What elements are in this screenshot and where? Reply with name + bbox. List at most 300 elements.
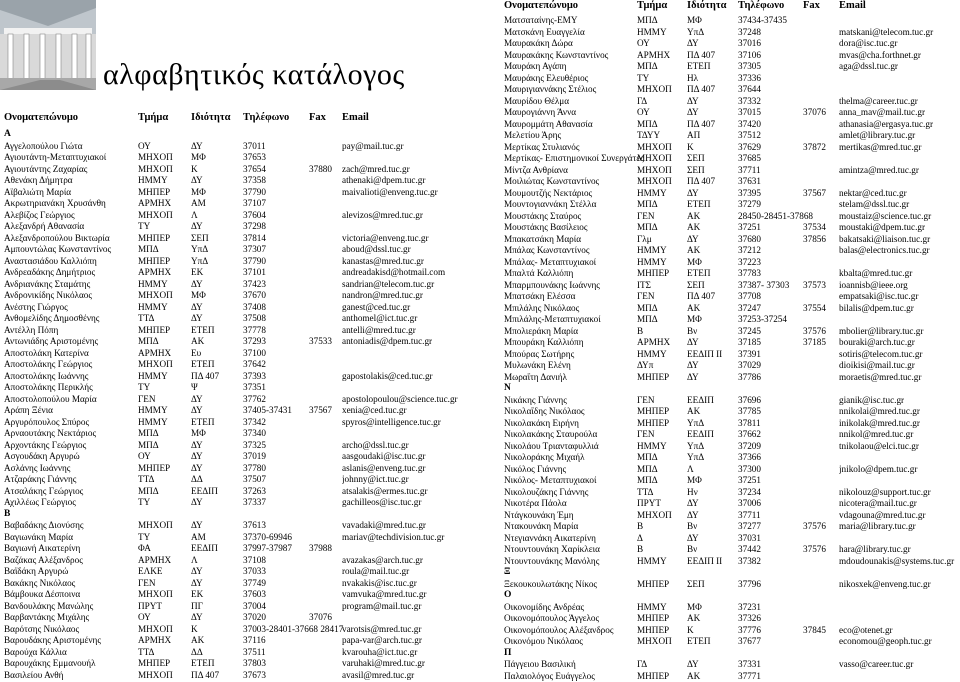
email-link[interactable]: anthomel@ict.tuc.gr [342, 313, 485, 325]
fax: 37576 [803, 544, 838, 556]
email-link[interactable]: victoria@enveng.tuc.gr [342, 233, 485, 245]
email-link[interactable]: nicotera@mail.tuc.gr [839, 498, 960, 510]
phone: 37251 [738, 222, 803, 234]
email-link[interactable]: dora@isc.tuc.gr [839, 38, 960, 50]
email-link[interactable]: andreadakisd@hotmail.com [342, 267, 485, 279]
email-link[interactable]: moraetis@mred.tuc.gr [839, 372, 960, 384]
department: Δ [637, 533, 687, 545]
department: ΓΕΝ [637, 291, 687, 303]
email-link[interactable]: apostolopoulou@science.tuc.gr [342, 394, 485, 406]
role: ΔΥ [191, 141, 243, 153]
fax: 37534 [803, 222, 838, 234]
department: ΓΕΝ [637, 211, 687, 223]
email-link[interactable]: atsalakis@ermes.tuc.gr [342, 486, 485, 498]
department: ΜΗΧΟΠ [138, 359, 191, 371]
person-name: Ανδρεαδάκης Δημήτριος [4, 267, 136, 279]
directory-row [500, 176, 960, 188]
email-link[interactable]: sotiris@telecom.tuc.gr [839, 349, 960, 361]
directory-row [0, 635, 485, 647]
department: ΜΠΔ [637, 222, 687, 234]
person-name: Μουστάκης Βασίλειος [504, 222, 636, 234]
phone: 37778 [243, 325, 309, 337]
person-name: Βαρότσης Νικόλαος [4, 624, 136, 636]
directory-row [500, 475, 960, 487]
department: ΓΕΝ [637, 395, 687, 407]
email-link[interactable]: gapostolakis@ced.tuc.gr [342, 371, 485, 383]
email-link[interactable]: mvas@cha.forthnet.gr [839, 50, 960, 62]
directory-row [500, 613, 960, 625]
phone: 37677 [738, 636, 803, 648]
email-link[interactable]: moustaiz@science.tuc.gr [839, 211, 960, 223]
role: Ηλ [687, 73, 738, 85]
phone: 37370-69946 [243, 532, 309, 544]
department: Β [637, 544, 687, 556]
email-link[interactable]: nnikol@mred.tuc.gr [839, 429, 960, 441]
phone: 37004 [243, 601, 309, 613]
directory-row [0, 440, 485, 452]
department: ΜΗΠΕΡ [637, 268, 687, 280]
phone: 37434-37435 [738, 15, 803, 27]
email-link[interactable]: mertikas@mred.tuc.gr [839, 142, 960, 154]
email-link[interactable]: vasso@career.tuc.gr [839, 659, 960, 671]
department: ΜΗΠΕΡ [138, 463, 191, 475]
role: ΜΦ [687, 314, 738, 326]
email-link[interactable]: nandron@mred.tuc.gr [342, 290, 485, 302]
person-name: Βαρβαντάκης Μιχάλης [4, 612, 136, 624]
directory-row [500, 659, 960, 671]
directory-row [0, 313, 485, 325]
directory-row [500, 406, 960, 418]
phone: 37015 [738, 107, 803, 119]
person-name: Αμπουντώλας Κωνσταντίνος [4, 244, 136, 256]
person-name: Βαζάκας Αλέξανδρος [4, 555, 136, 567]
directory-row [500, 61, 960, 73]
directory-row [500, 464, 960, 476]
role: Κ [687, 142, 738, 154]
section-letter: B [0, 509, 485, 521]
person-name: Μπιλάλης-Μεταπτυχιακοί [504, 314, 636, 326]
department: ΗΜΜΥ [637, 257, 687, 269]
role: ΔΥ [687, 337, 738, 349]
phone: 37336 [738, 73, 803, 85]
role: ΠΔ 407 [687, 50, 738, 62]
role: ΔΥ [191, 612, 243, 624]
person-name: Βακάκης Νικόλαος [4, 578, 136, 590]
email-link[interactable]: avasil@mred.tuc.gr [342, 670, 485, 682]
fax: 37576 [803, 326, 838, 338]
role: ΕΤΕΠ [687, 268, 738, 280]
directory-row [500, 50, 960, 62]
email-link[interactable]: ganest@ced.tuc.gr [342, 302, 485, 314]
email-link[interactable]: eco@otenet.gr [839, 625, 960, 637]
email-link[interactable]: aboud@dssl.tuc.gr [342, 244, 485, 256]
person-name: Νικολάου Τριανταφυλλιά [504, 441, 636, 453]
person-name: Νικολακάκης Σταυρούλα [504, 429, 636, 441]
department: ΜΗΠΕΡ [637, 406, 687, 418]
email-link[interactable]: nnikolai@mred.tuc.gr [839, 406, 960, 418]
phone: 37803 [243, 658, 309, 670]
department: ΤΥ [138, 497, 191, 509]
phone: 37020 [243, 612, 309, 624]
person-name: Αποστολάκης Περικλής [4, 382, 136, 394]
role: ΑΚ [687, 222, 738, 234]
phone: 37366 [738, 452, 803, 464]
directory-row [500, 303, 960, 315]
directory-row [500, 96, 960, 108]
email-link[interactable]: program@mail.tuc.gr [342, 601, 485, 613]
phone: 37603 [243, 589, 309, 601]
email-link[interactable]: inikolak@mred.tuc.gr [839, 418, 960, 430]
department: ΟΥ [138, 612, 191, 624]
email-link[interactable]: ioannisb@ieee.org [839, 280, 960, 292]
directory-row [0, 405, 485, 417]
email-link[interactable]: nikosxek@enveng.tuc.gr [839, 579, 960, 591]
person-name: Μελετίου Άρης [504, 130, 636, 142]
department: ΟΥ [138, 451, 191, 463]
role: ΕΕΔΙΠ [191, 543, 243, 555]
email-link[interactable]: archo@dssl.tuc.gr [342, 440, 485, 452]
role: ΕΕΔΙΠ ΙΙ [687, 556, 738, 568]
email-link[interactable]: amlet@library.tuc.gr [839, 130, 960, 142]
department: ΜΗΠΕΡ [637, 372, 687, 384]
department: ΜΗΧΟΠ [138, 290, 191, 302]
email-link[interactable]: maivalioti@enveng.tuc.gr [342, 187, 485, 199]
department: ΗΜΜΥ [138, 279, 191, 291]
person-name: Βαγιωνάκη Μαρία [4, 532, 136, 544]
person-name: Ματσαταίνης-ΕΜΥ [504, 15, 636, 27]
directory-row [500, 452, 960, 464]
email-link[interactable]: anna_mav@mail.tuc.gr [839, 107, 960, 119]
department: ΓΕΝ [138, 578, 191, 590]
phone: 37029 [738, 360, 803, 372]
fax: 37076 [309, 612, 341, 624]
directory-row [0, 532, 485, 544]
email-link[interactable]: spyros@intelligence.tuc.gr [342, 417, 485, 429]
role: ΜΦ [191, 290, 243, 302]
email-link[interactable]: gianik@isc.tuc.gr [839, 395, 960, 407]
person-name: Αντωνιάδης Αριστομένης [4, 336, 136, 348]
role: ΥπΔ [191, 256, 243, 268]
department: ΜΗΠΕΡ [138, 187, 191, 199]
phone: 37670 [243, 290, 309, 302]
phone: 37786 [738, 372, 803, 384]
department: ΟΥ [637, 107, 687, 119]
email-link[interactable]: papa-var@arch.tuc.gr [342, 635, 485, 647]
phone: 37395 [738, 188, 803, 200]
person-name: Μαυράκη Αγάπη [504, 61, 636, 73]
person-name: Αϊβαλιώτη Μαρία [4, 187, 136, 199]
role: ΔΥ [191, 175, 243, 187]
email-link[interactable]: mdoudounakis@systems.tuc.gr [839, 556, 960, 568]
fax: 37554 [803, 303, 838, 315]
department: ΜΠΔ [138, 486, 191, 498]
role: ΔΥ [191, 520, 243, 532]
role: ΔΥ [687, 107, 738, 119]
email-link[interactable]: nvakakis@isc.tuc.gr [342, 578, 485, 590]
email-link[interactable]: johnny@ict.tuc.gr [342, 474, 485, 486]
department: ΑΡΜΗΧ [138, 555, 191, 567]
person-name: Ματσκάνη Ευαγγελία [504, 27, 636, 39]
email-link[interactable]: dioikisi@mail.tuc.gr [839, 360, 960, 372]
department: ΔΥπ [637, 360, 687, 372]
email-link[interactable]: avazakas@arch.tuc.gr [342, 555, 485, 567]
directory-row [500, 15, 960, 27]
department: ΤΤΔ [138, 647, 191, 659]
department: ΑΡΜΗΧ [138, 198, 191, 210]
fax: 37988 [309, 543, 341, 555]
role: Λ [191, 210, 243, 222]
person-name: Οικονομόπουλος Αλέξανδρος [504, 625, 636, 637]
person-name: Μερτίκας Στυλιανός [504, 142, 636, 154]
email-link[interactable]: economou@geoph.tuc.gr [839, 636, 960, 648]
email-link[interactable]: maria@library.tuc.gr [839, 521, 960, 533]
email-link[interactable]: vavadaki@mred.tuc.gr [342, 520, 485, 532]
email-link[interactable]: aga@dssl.tuc.gr [839, 61, 960, 73]
person-name: Μπούρας Σωτήρης [504, 349, 636, 361]
phone: 37033 [243, 566, 309, 578]
department: ΗΜΜΥ [637, 27, 687, 39]
directory-row [0, 290, 485, 302]
department: ΗΜΜΥ [637, 556, 687, 568]
directory-row [0, 497, 485, 509]
phone: 37277 [738, 521, 803, 533]
role: ΕΕΔΙΠ [191, 486, 243, 498]
phone: 37019 [243, 451, 309, 463]
directory-row [500, 130, 960, 142]
person-name: Νικολοράκης Μιχαήλ [504, 452, 636, 464]
email-link[interactable]: nikolouz@support.tuc.gr [839, 487, 960, 499]
phone: 37642 [243, 359, 309, 371]
person-name: Βαβαδάκης Διονύσης [4, 520, 136, 532]
department: ΜΗΧΟΠ [138, 164, 191, 176]
email-link[interactable]: athenaki@dpem.tuc.gr [342, 175, 485, 187]
person-name: Μαυρομμάτη Αθανασία [504, 119, 636, 131]
role: ΠΔ 407 [687, 291, 738, 303]
person-name: Μωραΐτη Δανιήλ [504, 372, 636, 384]
person-name: Οικονομίδης Ανδρέας [504, 602, 636, 614]
email-link[interactable]: vdagouna@mred.tuc.gr [839, 510, 960, 522]
person-name: Μπατσάκη Ελέσσα [504, 291, 636, 303]
role: ΔΔ [191, 647, 243, 659]
email-link[interactable]: vamvuka@mred.tuc.gr [342, 589, 485, 601]
email-link[interactable]: varotsis@mred.tuc.gr [342, 624, 485, 636]
department: ΓΔ [637, 96, 687, 108]
directory-row [0, 348, 485, 360]
department: ΜΗΧΟΠ [637, 165, 687, 177]
email-link[interactable]: gachilleos@isc.tuc.gr [342, 497, 485, 509]
phone: 37325 [243, 440, 309, 452]
directory-row [500, 372, 960, 384]
department: ΜΠΔ [637, 199, 687, 211]
department: ΗΜΜΥ [138, 302, 191, 314]
department: ΜΠΔ [138, 440, 191, 452]
phone: 37337 [243, 497, 309, 509]
department: ΜΠΔ [637, 303, 687, 315]
role: ΔΥ [687, 96, 738, 108]
email-link[interactable]: hara@library.tuc.gr [839, 544, 960, 556]
phone: 37263 [243, 486, 309, 498]
email-link[interactable]: stelam@dssl.tuc.gr [839, 199, 960, 211]
email-link[interactable]: kbalta@mred.tuc.gr [839, 268, 960, 280]
email-link[interactable]: aslanis@enveng.tuc.gr [342, 463, 485, 475]
email-link[interactable]: bilalis@dpem.tuc.gr [839, 303, 960, 315]
phone: 37247 [738, 303, 803, 315]
department: ΜΠΔ [138, 428, 191, 440]
header-department: Τμήμα [138, 112, 168, 123]
fax: 37856 [803, 234, 838, 246]
role: Βν [687, 521, 738, 533]
department: ΤΤΔ [637, 487, 687, 499]
email-link[interactable]: xenia@ced.tuc.gr [342, 405, 485, 417]
person-name: Βαϊδάκη Αργυρώ [4, 566, 136, 578]
person-name: Αλεξανδρή Αθανασία [4, 221, 136, 233]
phone: 37391 [738, 349, 803, 361]
directory-row [0, 302, 485, 314]
directory-row [500, 257, 960, 269]
phone: 37811 [738, 418, 803, 430]
header-fax: Fax [803, 0, 820, 11]
email-link[interactable]: antelli@mred.tuc.gr [342, 325, 485, 337]
person-name: Νικοτέρα Πάολα [504, 498, 636, 510]
email-link[interactable]: amintza@mred.tuc.gr [839, 165, 960, 177]
phone: 37420 [738, 119, 803, 131]
email-link[interactable]: roula@mail.tuc.gr [342, 566, 485, 578]
person-name: Μπάλας Κωνσταντίνος [504, 245, 636, 257]
role: ΜΦ [191, 152, 243, 164]
header-phone: Τηλέφωνο [738, 0, 784, 11]
directory-row [500, 487, 960, 499]
email-link[interactable]: varuhaki@mred.tuc.gr [342, 658, 485, 670]
directory-row [500, 73, 960, 85]
department: ΜΠΔ [637, 61, 687, 73]
department: ΜΠΔ [138, 336, 191, 348]
person-name: Οικονόμου Νικόλαος [504, 636, 636, 648]
email-link[interactable]: nektar@ced.tuc.gr [839, 188, 960, 200]
email-link[interactable]: alevizos@mred.tuc.gr [342, 210, 485, 222]
header-fax: Fax [309, 112, 326, 123]
directory-row [0, 555, 485, 567]
person-name: Μίντζα Ανθρίανα [504, 165, 636, 177]
email-link[interactable]: mariav@techdivision.tuc.gr [342, 532, 485, 544]
phone: 37511 [243, 647, 309, 659]
email-link[interactable]: bouraki@arch.tuc.gr [839, 337, 960, 349]
person-name: Ανέστης Γιώργος [4, 302, 136, 314]
phone: 37662 [738, 429, 803, 441]
department: ΜΗΧΟΠ [637, 636, 687, 648]
email-link[interactable]: mbolier@library.tuc.gr [839, 326, 960, 338]
email-link[interactable]: athanasia@ergasya.tuc.gr [839, 119, 960, 131]
directory-row [0, 152, 485, 164]
directory-row [0, 279, 485, 291]
directory-row [0, 647, 485, 659]
role: ΕΤΕΠ [687, 199, 738, 211]
email-link[interactable]: pay@mail.tuc.gr [342, 141, 485, 153]
directory-row [500, 199, 960, 211]
person-name: Αχιλλέως Γεώργιος [4, 497, 136, 509]
section-letter: Π [500, 648, 960, 660]
role: Λ [191, 555, 243, 567]
department: Β [637, 521, 687, 533]
email-link[interactable]: antoniadis@dpem.tuc.gr [342, 336, 485, 348]
directory-row [500, 107, 960, 119]
department: ΗΜΜΥ [637, 245, 687, 257]
phone: 37016 [738, 38, 803, 50]
email-link[interactable]: jnikolo@dpem.tuc.gr [839, 464, 960, 476]
department: ΜΗΠΕΡ [637, 671, 687, 682]
person-name: Αθενάκη Δήμητρα [4, 175, 136, 187]
department: ΜΠΔ [637, 119, 687, 131]
department: ΜΗΧΟΠ [637, 84, 687, 96]
email-link[interactable]: thelma@career.tuc.gr [839, 96, 960, 108]
role: ΜΦ [191, 428, 243, 440]
person-name: Ατζαράκης Γιάννης [4, 474, 136, 486]
person-name: Αναστασιάδου Καλλιόπη [4, 256, 136, 268]
person-name: Μυλωνάκη Ελένη [504, 360, 636, 372]
phone: 37358 [243, 175, 309, 187]
department: ΤΥ [138, 532, 191, 544]
directory-row [500, 671, 960, 682]
person-name: Νικάκης Γιάννης [504, 395, 636, 407]
role: ΕΤΕΠ [191, 359, 243, 371]
department: ΜΗΠΕΡ [637, 613, 687, 625]
directory-row [500, 498, 960, 510]
role: ΔΥ [687, 234, 738, 246]
phone: 37507 [243, 474, 309, 486]
directory-row [0, 474, 485, 486]
email-link[interactable]: aasgoudaki@isc.tuc.gr [342, 451, 485, 463]
email-link[interactable]: moustaki@dpem.tuc.gr [839, 222, 960, 234]
role: ΜΦ [687, 257, 738, 269]
role: ΜΦ [687, 475, 738, 487]
email-link[interactable]: kvarouha@ict.tuc.gr [342, 647, 485, 659]
directory-row [500, 84, 960, 96]
person-name: Αντέλλη Πόπη [4, 325, 136, 337]
directory-row [500, 544, 960, 556]
person-name: Ξεκουκουλωτάκης Νίκος [504, 579, 636, 591]
role: ΥπΔ [687, 441, 738, 453]
email-link[interactable]: matskani@telecom.tuc.gr [839, 27, 960, 39]
directory-row [0, 175, 485, 187]
email-link[interactable]: kanastas@mred.tuc.gr [342, 256, 485, 268]
email-link[interactable]: balas@electronics.tuc.gr [839, 245, 960, 257]
role: ΑΚ [687, 613, 738, 625]
phone: 37351 [243, 382, 309, 394]
email-link[interactable]: empatsaki@isc.tuc.gr [839, 291, 960, 303]
department: ΜΗΧΟΠ [138, 624, 191, 636]
fax: 37567 [309, 405, 341, 417]
department: ΤΥ [637, 73, 687, 85]
department: ΜΗΧΟΠ [138, 589, 191, 601]
email-link[interactable]: bakatsaki@liaison.tuc.gr [839, 234, 960, 246]
email-link[interactable]: tnikolaou@elci.tuc.gr [839, 441, 960, 453]
person-name: Νικολακάκη Ειρήνη [504, 418, 636, 430]
role: ΑΜ [191, 198, 243, 210]
role: ΑΚ [687, 303, 738, 315]
email-link[interactable]: zach@mred.tuc.gr [342, 164, 485, 176]
email-link[interactable]: sandrian@telecom.tuc.gr [342, 279, 485, 291]
person-name: Βαγιωνή Αικατερίνη [4, 543, 136, 555]
directory-row [500, 533, 960, 545]
person-name: Αργυρόπουλος Σπύρος [4, 417, 136, 429]
directory-row [500, 38, 960, 50]
phone: 37771 [738, 671, 803, 682]
person-name: Μαυρακάκης Κωνσταντίνος [504, 50, 636, 62]
directory-row [500, 625, 960, 637]
header-role: Ιδιότητα [191, 112, 231, 123]
phone: 37680 [738, 234, 803, 246]
person-name: Μαυρογιάννη Άννα [504, 107, 636, 119]
header-department: Τμήμα [637, 0, 667, 11]
